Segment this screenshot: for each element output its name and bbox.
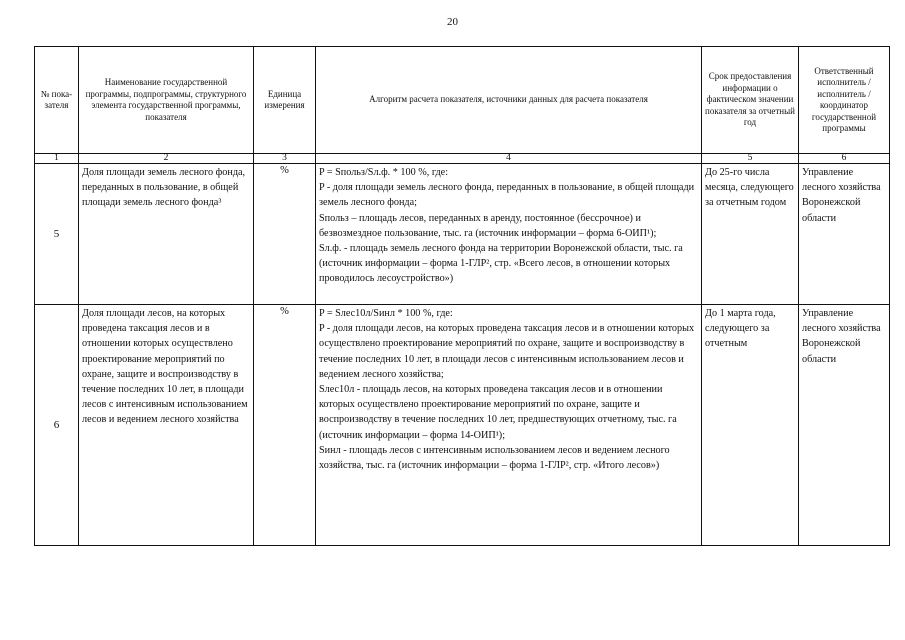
- header-unit: Единица измерения: [254, 47, 316, 154]
- indicator-responsible: Управление лесного хозяйства Воронежской области: [799, 164, 890, 305]
- indicator-name: Доля площади земель лесного фонда, переданных в пользование, в общей площади земель лесного фонда³: [79, 164, 254, 305]
- algorithm-line: Sпольз – площадь лесов, переданных в аренду, постоянное (бессрочное) и безвозмездное пользование, тыс. га (источник информации – форма 6-ОИП¹);: [319, 212, 657, 239]
- column-number: 1: [35, 154, 79, 164]
- indicator-algorithm: [316, 164, 702, 305]
- algorithm-line: Sинл - площадь лесов с интенсивным использованием лесов и ведением лесного хозяйства, тыс. га (источник информации – форма 1-ГЛР², стр. «Итого лесов»): [319, 444, 670, 472]
- indicator-deadline: До 25-го числа месяца, следующего за отчетным годом: [702, 164, 799, 305]
- indicators-table: [34, 46, 890, 546]
- algorithm-line: P - доля площади земель лесного фонда, переданных в пользование, в общей площади земель лесного фонда;: [319, 182, 695, 209]
- column-number: 3: [254, 154, 316, 164]
- header-row: [35, 47, 890, 154]
- column-number: 6: [799, 154, 890, 164]
- header-deadline: Срок предоставления информации о фактическом значении показателя за отчетный год: [702, 47, 799, 154]
- column-number-row: [35, 154, 890, 164]
- header-num: № пока- зателя: [35, 47, 79, 154]
- indicator-algorithm: [316, 305, 702, 546]
- header-responsible: Ответственный исполнитель / исполнитель / координатор государственной программы: [799, 47, 890, 154]
- header-name: Наименование государственной программы, подпрограммы, структурного элемента государственной программы, показателя: [79, 47, 254, 154]
- column-number: 5: [702, 154, 799, 164]
- algorithm-line: Sлес10л - площадь лесов, на которых проведена таксация лесов и в отношении которых осуществлено проектирование мероприятий по охране, защите и воспроизводству в течение последних 10 лет, предшествующих отчетному, тыс. га (источник информации – форма 14-ОИП¹);: [319, 384, 677, 441]
- algorithm-line: P = Sлес10л/Sинл * 100 %, где:: [319, 308, 453, 319]
- indicator-responsible: Управление лесного хозяйства Воронежской области: [799, 305, 890, 546]
- indicator-unit: %: [254, 305, 316, 546]
- indicator-name: Доля площади лесов, на которых проведена таксация лесов и в отношении которых осуществлено проектирование мероприятий по охране, защите и воспроизводству в течение последних 10 лет, в площади лесов с интенсивным использованием лесов и ведением лесного хозяйства: [79, 305, 254, 546]
- algorithm-line: Sл.ф. - площадь земель лесного фонда на территории Воронежской области, тыс. га (источник информации – форма 1-ГЛР², стр. «Всего лесов, в отношении которых проводилось лесоустройство»): [319, 243, 683, 285]
- column-number: 4: [316, 154, 702, 164]
- page-number: 20: [447, 16, 458, 28]
- row-index: 6: [35, 305, 79, 546]
- column-number: 2: [79, 154, 254, 164]
- algorithm-line: P = Sпольз/Sл.ф. * 100 %, где:: [319, 167, 449, 178]
- table-row: [35, 164, 890, 305]
- table-row: [35, 305, 890, 546]
- algorithm-line: P - доля площади лесов, на которых проведена таксация лесов и в отношении которых осуществлено проектирование мероприятий по охране, защите и воспроизводству в течение последних 10 лет, в площади лесов с интенсивным использованием лесов и ведением лесного хозяйства;: [319, 323, 695, 380]
- indicator-unit: %: [254, 164, 316, 305]
- indicator-deadline: До 1 марта года, следующего за отчетным: [702, 305, 799, 546]
- row-index: 5: [35, 164, 79, 305]
- header-algorithm: Алгоритм расчета показателя, источники данных для расчета показателя: [316, 47, 702, 154]
